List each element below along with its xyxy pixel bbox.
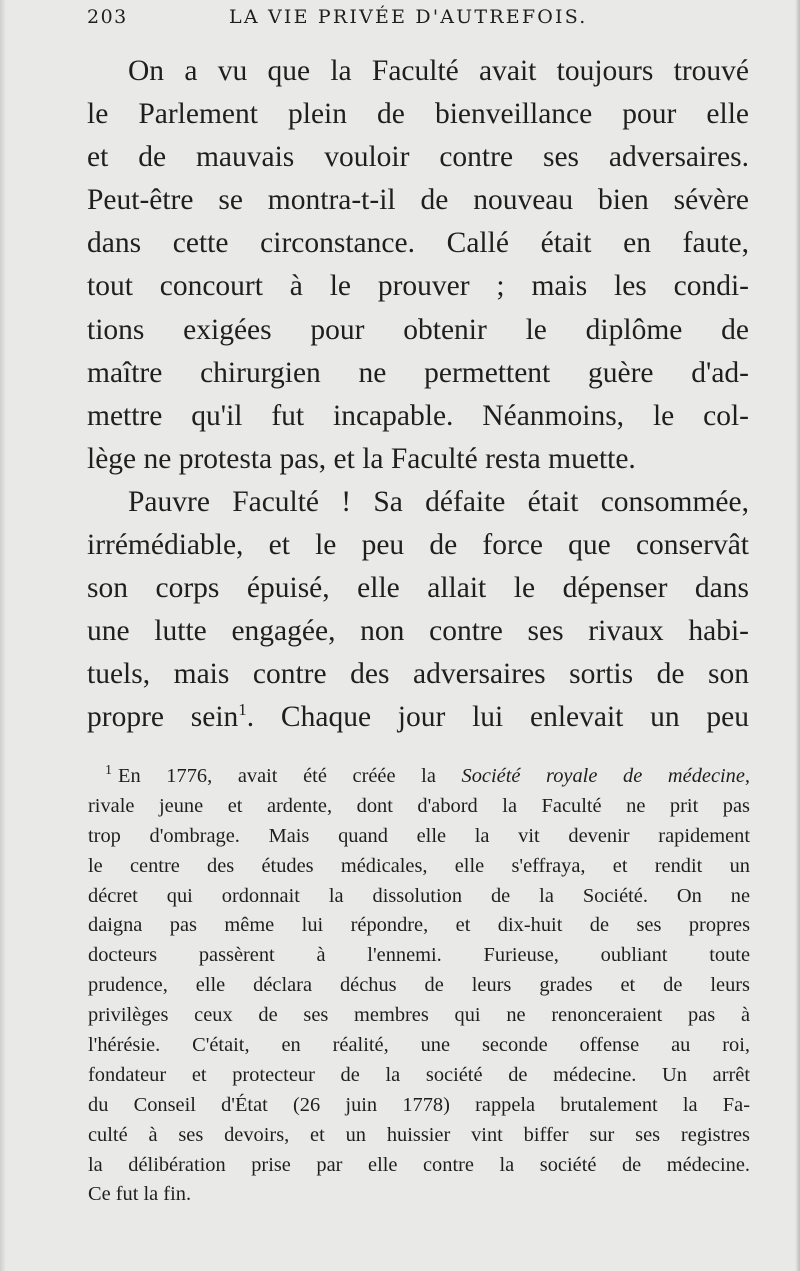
- text-segment: propre sein: [87, 701, 239, 734]
- text-line: irrémédiable, et le peu de force que conservât: [87, 529, 749, 562]
- footnote-marker: 1: [105, 763, 112, 779]
- footnote-line: rivale jeune et ardente, dont d'abord la Faculté ne prit pas: [88, 794, 750, 817]
- footnote-line-1-text: En 1776, avait été créée la: [118, 765, 462, 787]
- footnote-line: culté à ses devoirs, et un huissier vint biffer sur ses registres: [88, 1123, 750, 1146]
- text-line: son corps épuisé, elle allait le dépenser dans: [87, 572, 749, 605]
- main-text: [87, 50, 749, 740]
- footnote-last-line: Ce fut la fin.: [88, 1183, 192, 1206]
- text-line: On a vu que la Faculté avait toujours trouvé: [128, 55, 749, 87]
- running-title: LA VIE PRIVÉE D'AUTREFOIS.: [229, 6, 588, 28]
- footnote-line: du Conseil d'État (26 juin 1778) rappela brutalement la Fa-: [88, 1093, 750, 1116]
- footnote-reference: 1: [238, 700, 247, 720]
- text-segment: . Chaque jour lui enlevait un peu: [246, 701, 749, 734]
- text-line: et de mauvais vouloir contre ses adversaires.: [87, 141, 749, 174]
- footnote-lines: [88, 792, 750, 1181]
- footnote: [88, 762, 750, 1210]
- text-line-with-footnote-ref: [87, 696, 749, 739]
- footnote-line: fondateur et protecteur de la société de médecine. Un arrêt: [88, 1063, 750, 1086]
- text-line: tuels, mais contre des adversaires sortis de son: [87, 658, 749, 691]
- page-edge-left: [0, 0, 6, 1271]
- paragraph-2: [87, 481, 749, 740]
- text-line: tout concourt à le prouver ; mais les condi-: [87, 270, 749, 303]
- footnote-line: trop d'ombrage. Mais quand elle la vit devenir rapidement: [88, 824, 750, 847]
- footnote-line: daigna pas même lui répondre, et dix-huit de ses propres: [88, 914, 750, 937]
- footnote-line: docteurs passèrent à l'ennemi. Furieuse, oubliant toute: [88, 944, 750, 967]
- footnote-line: décret qui ordonnait la dissolution de la Société. On ne: [88, 884, 750, 907]
- paragraph-1: [87, 50, 749, 481]
- text-line: Pauvre Faculté ! Sa défaite était consommée,: [128, 485, 749, 518]
- text-line: le Parlement plein de bienveillance pour elle: [87, 98, 749, 131]
- text-line: maître chirurgien ne permettent guère d'ad-: [87, 356, 749, 389]
- page-edge-right: [795, 0, 800, 1271]
- text-line: tions exigées pour obtenir le diplôme de: [87, 313, 749, 346]
- footnote-line: la délibération prise par elle contre la société de médecine.: [88, 1153, 750, 1176]
- text-line: Peut-être se montra-t-il de nouveau bien sévère: [87, 184, 749, 217]
- footnote-line: privilèges ceux de ses membres qui ne renonceraient pas à: [88, 1004, 750, 1027]
- footnote-line: [88, 762, 750, 792]
- footnote-line: prudence, elle déclara déchus de leurs grades et de leurs: [88, 974, 750, 997]
- text-line: lège ne protesta pas, et la Faculté resta muette.: [87, 442, 636, 475]
- footnote-italic-title: Société royale de médecine,: [461, 765, 751, 787]
- text-line: dans cette circonstance. Callé était en faute,: [87, 227, 749, 260]
- text-line: une lutte engagée, non contre ses rivaux habi-: [87, 615, 749, 648]
- running-header: [87, 2, 647, 32]
- text-line: mettre qu'il fut incapable. Néanmoins, le col-: [87, 399, 749, 432]
- footnote-line: le centre des études médicales, elle s'effraya, et rendit un: [88, 854, 750, 877]
- page-number: 203: [87, 6, 128, 28]
- footnote-line: l'hérésie. C'était, en réalité, une seconde offense au roi,: [88, 1034, 750, 1057]
